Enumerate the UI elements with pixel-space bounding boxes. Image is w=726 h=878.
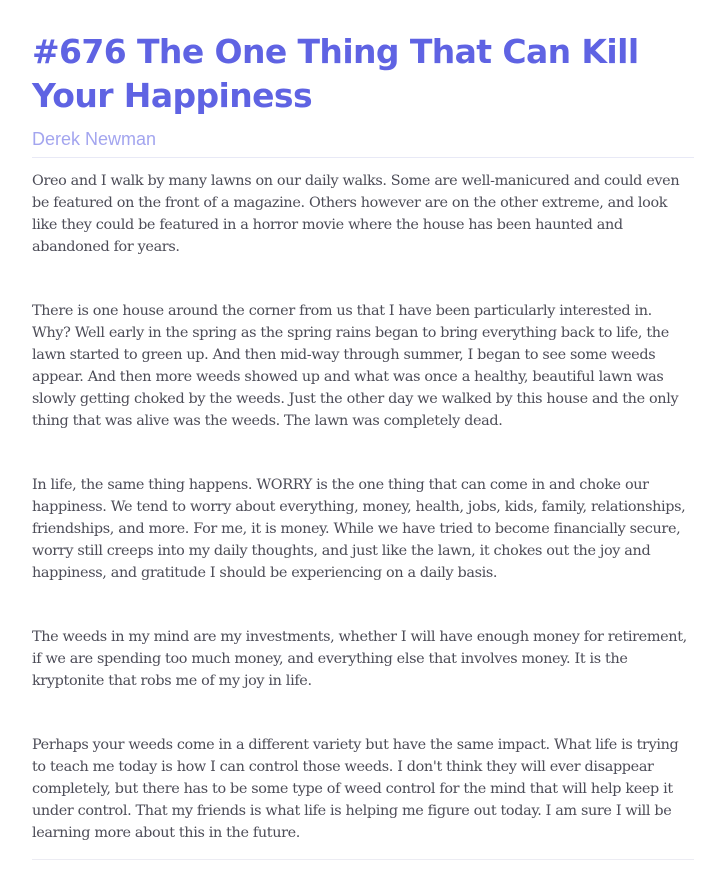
article-author[interactable]: Derek Newman — [32, 129, 157, 149]
article — [32, 30, 694, 860]
article-title: #676 The One Thing That Can Kill Your Happiness — [32, 32, 639, 115]
article-paragraph-3: In life, the same thing happens. WORRY is the one thing that can come in and choke our happiness. We tend to worry about everything, money, health, jobs, kids, family, relationships, friendships, and more. For me, it is money. While we have tried to become financially secure, worry still creeps into my daily thoughts, and just like the lawn, it chokes out the joy and happiness, and gratitude I should be experiencing on a daily basis. — [32, 477, 686, 581]
article-paragraph-4: The weeds in my mind are my investments, whether I will have enough money for retirement, if we are spending too much money, and everything else that involves money. It is the kryptonite that robs me of my joy in life. — [32, 629, 687, 689]
article-paragraph-2: There is one house around the corner from us that I have been particularly interested in. Why? Well early in the spring as the spring rains began to bring everything back to life, the lawn started to green up. And then mid-way through summer, I began to see some weeds appear. And then more weeds showed up and what was once a healthy, beautiful lawn was slowly getting choked by the weeds. Just the other day we walked by this house and the only thing that was alive was the weeds. The lawn was completely dead. — [32, 303, 679, 429]
article-body — [32, 170, 694, 844]
article-paragraph-5: Perhaps your weeds come in a different variety but have the same impact. What life is trying to teach me today is how I can control those weeds. I don't think they will ever disappear completely, but there has to be some type of weed control for the mind that will help keep it under control. That my friends is what life is helping me figure out today. I am sure I will be learning more about this in the future. — [32, 737, 679, 841]
header-divider — [32, 157, 694, 158]
footer-divider — [32, 859, 694, 860]
article-paragraph-1: Oreo and I walk by many lawns on our daily walks. Some are well-manicured and could even be featured on the front of a magazine. Others however are on the other extreme, and look like they could be featured in a horror movie where the house has been haunted and abandoned for years. — [32, 173, 680, 255]
